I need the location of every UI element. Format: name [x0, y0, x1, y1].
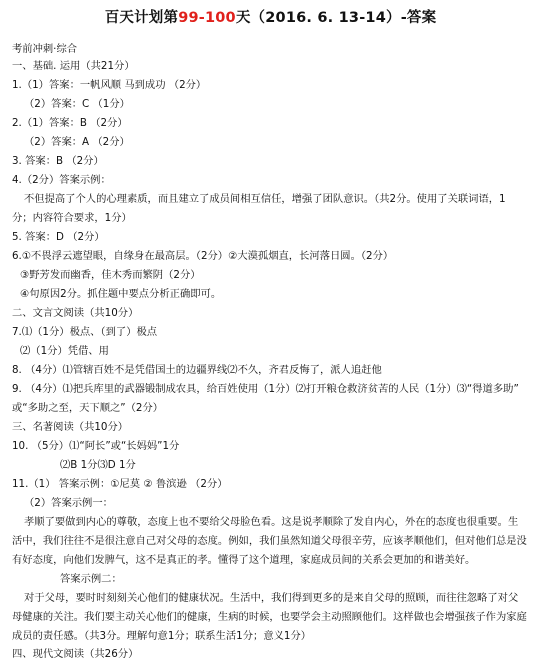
paragraph-line: 活中，我们往往不是很注意自己对父母的态度。例如，我们虽然知道父母很辛劳，应该孝顺他们，但对他们总是没	[12, 535, 527, 547]
document-title	[0, 6, 541, 27]
paragraph-line: 有好态度，向他们发脾气，这不是真正的孝。懂得了这个道理，家庭成员间的关系会更加的和谐美好。	[12, 554, 476, 566]
answer-line: 4.（2分）答案示例：	[12, 174, 111, 186]
answer-line: ⑵B 1分⑶D 1分	[60, 459, 136, 471]
answer-line: ⑵（1分）凭借、用	[20, 345, 109, 357]
section-heading-1: 一、基础. 运用（共21分）	[12, 60, 135, 72]
title-day-range: 99-100	[178, 10, 236, 26]
title-prefix: 百天计划第	[104, 10, 179, 26]
paragraph-line: 分；内容符合要求，1分）	[12, 212, 132, 224]
answer-line: 11.（1） 答案示例：①尼莫 ② 鲁滨逊 （2分）	[12, 478, 228, 490]
answer-line: 5. 答案：D （2分）	[12, 231, 105, 243]
section-heading-2: 二、文言文阅读（共10分）	[12, 307, 139, 319]
paragraph-line: 母健康的关注。我们要主动关心他们的健康，生病的时候，也要学会主动照顾他们。这样做也会增强孩子作为家庭	[12, 611, 527, 623]
answer-line: ④句原因2分。抓住题中要点分析正确即可。	[20, 288, 222, 300]
answer-line: （2）答案：A （2分）	[24, 136, 130, 148]
answer-line: （2）答案：C （1分）	[24, 98, 130, 110]
answer-line: 8. （4分）⑴管辖百姓不是凭借国土的边疆界线⑵不久，齐君反悔了，派人追赶他	[12, 364, 382, 376]
paragraph-line: 成员的责任感。（共3分。理解句意1分；联系生活1分；意义1分）	[12, 630, 312, 642]
title-suffix: 天（2016. 6. 13-14）-答案	[235, 10, 437, 26]
section-heading-3: 三、名著阅读（共10分）	[12, 421, 129, 433]
paragraph-line: 不但提高了个人的心理素质，而且建立了成员间相互信任，增强了团队意识。（共2分。使用了关联词语，1	[24, 193, 506, 205]
paragraph-line: 对于父母，要时时刻刻关心他们的健康状况。生活中，我们得到更多的是来自父母的照顾，而往往忽略了对父	[24, 592, 519, 604]
answer-line: 10. （5分）⑴“阿长”或“长妈妈”1分	[12, 440, 180, 452]
answer-line: 3. 答案：B （2分）	[12, 155, 104, 167]
answer-line: ③野芳发而幽香，佳木秀而繁阴（2分）	[20, 269, 201, 281]
section-heading-4: 四、现代文阅读（共26分）	[12, 648, 139, 660]
section-label: 考前冲刺·综合	[12, 43, 78, 55]
answer-line: 2.（1）答案：B （2分）	[12, 117, 128, 129]
answer-line: 7.⑴（1分）极点、（到了）极点	[12, 326, 158, 338]
answer-line: （2）答案示例一：	[24, 497, 113, 509]
answer-line: 9. （4分）⑴把兵库里的武器锻制成农具，给百姓使用（1分）⑵打开粮仓救济贫苦的人民（1分）⑶“得道多助”	[12, 383, 519, 395]
answer-line: 1.（1）答案：一帆风顺 马到成功 （2分）	[12, 79, 207, 91]
answer-line: 答案示例二：	[60, 573, 122, 585]
answer-line: 或“多助之至，天下顺之”（2分）	[12, 402, 164, 414]
answer-line: 6.①不畏浮云遮望眼，自缘身在最高层。（2分）②大漠孤烟直，长河落日圆。（2分）	[12, 250, 394, 262]
paragraph-line: 孝顺了要做到内心的尊敬，态度上也不要给父母脸色看。这是说孝顺除了发自内心，外在的态度也很重要。生	[24, 516, 519, 528]
